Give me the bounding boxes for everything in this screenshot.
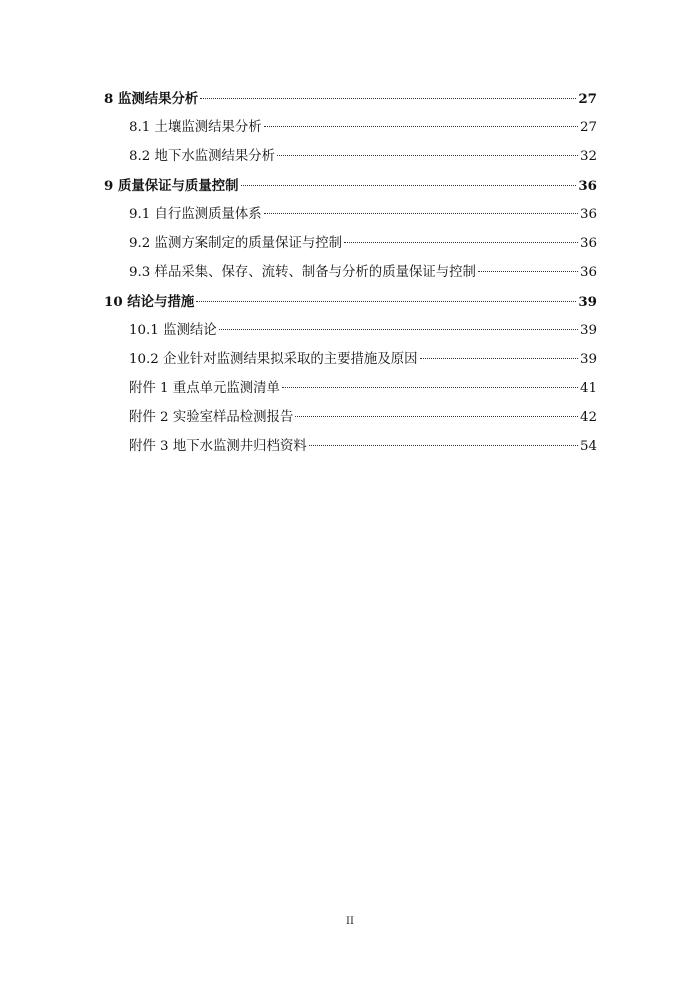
toc-entry-title: 附件 3 地下水监测井归档资料 — [129, 439, 307, 454]
toc-entry-title: 10.1 监测结论 — [129, 323, 217, 338]
toc-entry-title: 9.1 自行监测质量体系 — [129, 207, 262, 222]
toc-entry-page: 32 — [579, 149, 597, 164]
toc-entry-title: 9.2 监测方案制定的质量保证与控制 — [129, 236, 343, 251]
dot-leader — [241, 185, 577, 186]
dot-leader — [200, 98, 576, 99]
dot-leader — [309, 445, 578, 446]
dot-leader — [344, 242, 578, 243]
toc-entry-appendix-1[interactable] — [104, 378, 597, 407]
toc-entry-page: 39 — [579, 352, 597, 367]
toc-entry-appendix-3[interactable] — [104, 436, 597, 465]
toc-entry-title: 10 结论与措施 — [104, 294, 195, 310]
page-number: II — [346, 916, 354, 927]
toc-entry-title: 8 监测结果分析 — [104, 91, 199, 107]
toc-entry-page: 39 — [578, 294, 597, 310]
toc-entry-page: 42 — [579, 410, 597, 425]
toc-entry-9-3[interactable] — [104, 262, 597, 291]
table-of-contents — [104, 88, 597, 465]
toc-entry-10-1[interactable] — [104, 320, 597, 349]
toc-entry-title: 10.2 企业针对监测结果拟采取的主要措施及原因 — [129, 352, 418, 367]
toc-entry-9-1[interactable] — [104, 204, 597, 233]
toc-entry-10-2[interactable] — [104, 349, 597, 378]
dot-leader — [264, 126, 578, 127]
dot-leader — [295, 416, 578, 417]
toc-entry-title: 8.2 地下水监测结果分析 — [129, 149, 276, 164]
dot-leader — [282, 387, 578, 388]
toc-entry-page: 27 — [578, 91, 597, 107]
toc-entry-title: 8.1 土壤监测结果分析 — [129, 120, 262, 135]
toc-entry-page: 36 — [579, 236, 597, 251]
toc-entry-page: 36 — [579, 207, 597, 222]
dot-leader — [196, 301, 576, 302]
dot-leader — [219, 329, 578, 330]
toc-entry-8-1[interactable] — [104, 117, 597, 146]
toc-entry-page: 54 — [579, 439, 597, 454]
toc-entry-page: 27 — [579, 120, 597, 135]
toc-entry-title: 附件 1 重点单元监测清单 — [129, 381, 280, 396]
toc-entry-page: 39 — [579, 323, 597, 338]
dot-leader — [478, 271, 578, 272]
dot-leader — [420, 358, 578, 359]
toc-entry-10[interactable] — [104, 291, 597, 320]
toc-entry-title: 附件 2 实验室样品检测报告 — [129, 410, 294, 425]
toc-entry-title: 9.3 样品采集、保存、流转、制备与分析的质量保证与控制 — [129, 265, 476, 280]
dot-leader — [264, 213, 578, 214]
dot-leader — [277, 155, 578, 156]
toc-entry-page: 36 — [579, 265, 597, 280]
toc-entry-appendix-2[interactable] — [104, 407, 597, 436]
toc-entry-9-2[interactable] — [104, 233, 597, 262]
toc-entry-page: 41 — [579, 381, 597, 396]
toc-entry-title: 9 质量保证与质量控制 — [104, 178, 239, 194]
toc-entry-9[interactable] — [104, 175, 597, 204]
toc-entry-8-2[interactable] — [104, 146, 597, 175]
toc-entry-8[interactable] — [104, 88, 597, 117]
toc-entry-page: 36 — [578, 178, 597, 194]
